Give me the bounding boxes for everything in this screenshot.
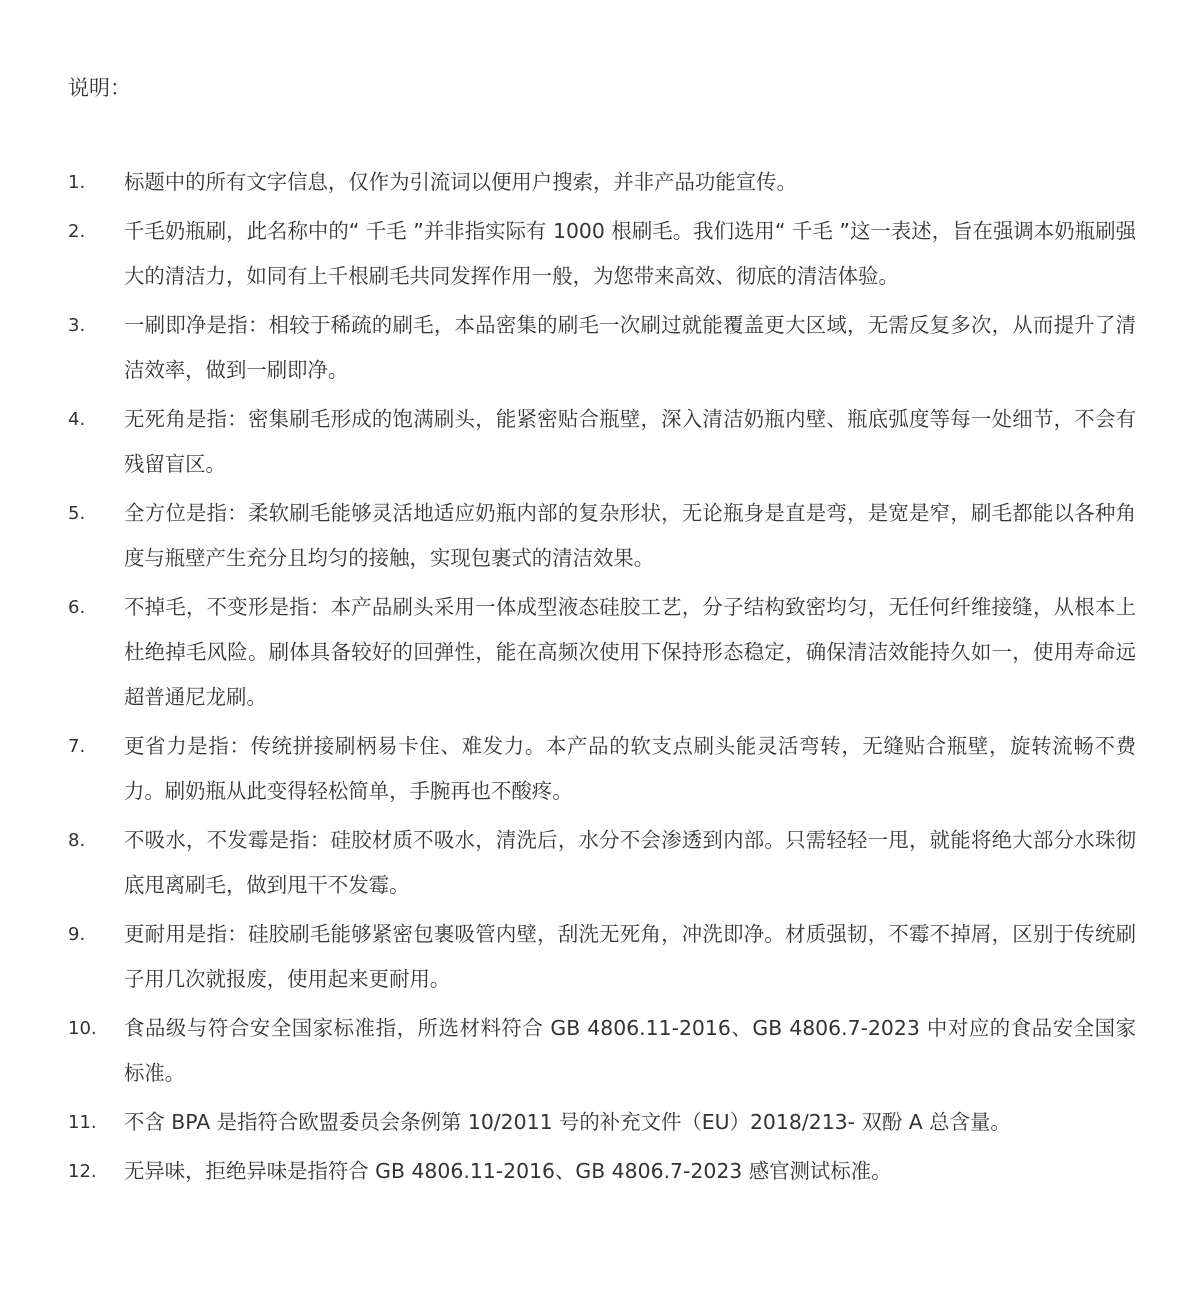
item-number: 3.: [68, 315, 86, 336]
item-text: 无死角是指：密集刷毛形成的饱满刷头，能紧密贴合瓶壁，深入清洁奶瓶内壁、瓶底弧度等每一处细节，不会有残留盲区。: [124, 407, 1136, 476]
list-item: [0, 818, 1200, 908]
list-item: [0, 209, 1200, 299]
item-text: 更耐用是指：硅胶刷毛能够紧密包裹吸管内壁，刮洗无死角，冲洗即净。材质强韧，不霉不掉屑，区别于传统刷子用几次就报废，使用起来更耐用。: [124, 922, 1136, 991]
item-text: 不吸水，不发霉是指：硅胶材质不吸水，清洗后，水分不会渗透到内部。只需轻轻一甩，就能将绝大部分水珠彻底甩离刷毛，做到甩干不发霉。: [124, 828, 1136, 897]
list-item: [0, 724, 1200, 814]
heading: 说明：: [68, 76, 131, 100]
list-item: [0, 585, 1200, 720]
item-text: 更省力是指：传统拼接刷柄易卡住、难发力。本产品的软支点刷头能灵活弯转，无缝贴合瓶壁，旋转流畅不费力。刷奶瓶从此变得轻松简单，手腕再也不酸疼。: [124, 734, 1136, 803]
item-text: 不含 BPA 是指符合欧盟委员会条例第 10/2011 号的补充文件（EU）2018/213- 双酚 A 总含量。: [124, 1110, 1011, 1134]
item-text: 全方位是指：柔软刷毛能够灵活地适应奶瓶内部的复杂形状，无论瓶身是直是弯，是宽是窄，刷毛都能以各种角度与瓶壁产生充分且均匀的接触，实现包裹式的清洁效果。: [124, 501, 1136, 570]
item-number: 2.: [68, 221, 86, 242]
item-text: 一刷即净是指：相较于稀疏的刷毛，本品密集的刷毛一次刷过就能覆盖更大区域，无需反复多次，从而提升了清洁效率，做到一刷即净。: [124, 313, 1136, 382]
list-item: [0, 160, 1200, 205]
item-number: 12.: [68, 1161, 97, 1182]
list-item: [0, 1100, 1200, 1145]
item-number: 6.: [68, 597, 86, 618]
list-item: [0, 1006, 1200, 1096]
item-number: 7.: [68, 736, 86, 757]
item-number: 9.: [68, 924, 86, 945]
item-text: 千毛奶瓶刷，此名称中的“ 千毛 ”并非指实际有 1000 根刷毛。我们选用“ 千毛 ”这一表述，旨在强调本奶瓶刷强大的清洁力，如同有上千根刷毛共同发挥作用一般，为您带来高效、彻底的清洁体验。: [124, 219, 1136, 288]
item-text: 食品级与符合安全国家标准指，所选材料符合 GB 4806.11-2016、GB 4806.7-2023 中对应的食品安全国家标准。: [124, 1016, 1136, 1085]
list-item: [0, 912, 1200, 1002]
list-item: [0, 1149, 1200, 1194]
item-number: 1.: [68, 172, 86, 193]
list-item: [0, 491, 1200, 581]
item-text: 标题中的所有文字信息，仅作为引流词以便用户搜索，并非产品功能宣传。: [124, 170, 797, 194]
item-number: 8.: [68, 830, 86, 851]
list-item: [0, 303, 1200, 393]
notes-list: [0, 160, 1200, 1198]
item-number: 5.: [68, 503, 86, 524]
item-number: 11.: [68, 1112, 97, 1133]
list-item: [0, 397, 1200, 487]
item-text: 无异味，拒绝异味是指符合 GB 4806.11-2016、GB 4806.7-2023 感官测试标准。: [124, 1159, 892, 1183]
item-text: 不掉毛，不变形是指：本产品刷头采用一体成型液态硅胶工艺，分子结构致密均匀，无任何纤维接缝，从根本上杜绝掉毛风险。刷体具备较好的回弹性，能在高频次使用下保持形态稳定，确保清洁效能持久如一，使用寿命远超普通尼龙刷。: [124, 595, 1136, 709]
item-number: 4.: [68, 409, 86, 430]
item-number: 10.: [68, 1018, 97, 1039]
